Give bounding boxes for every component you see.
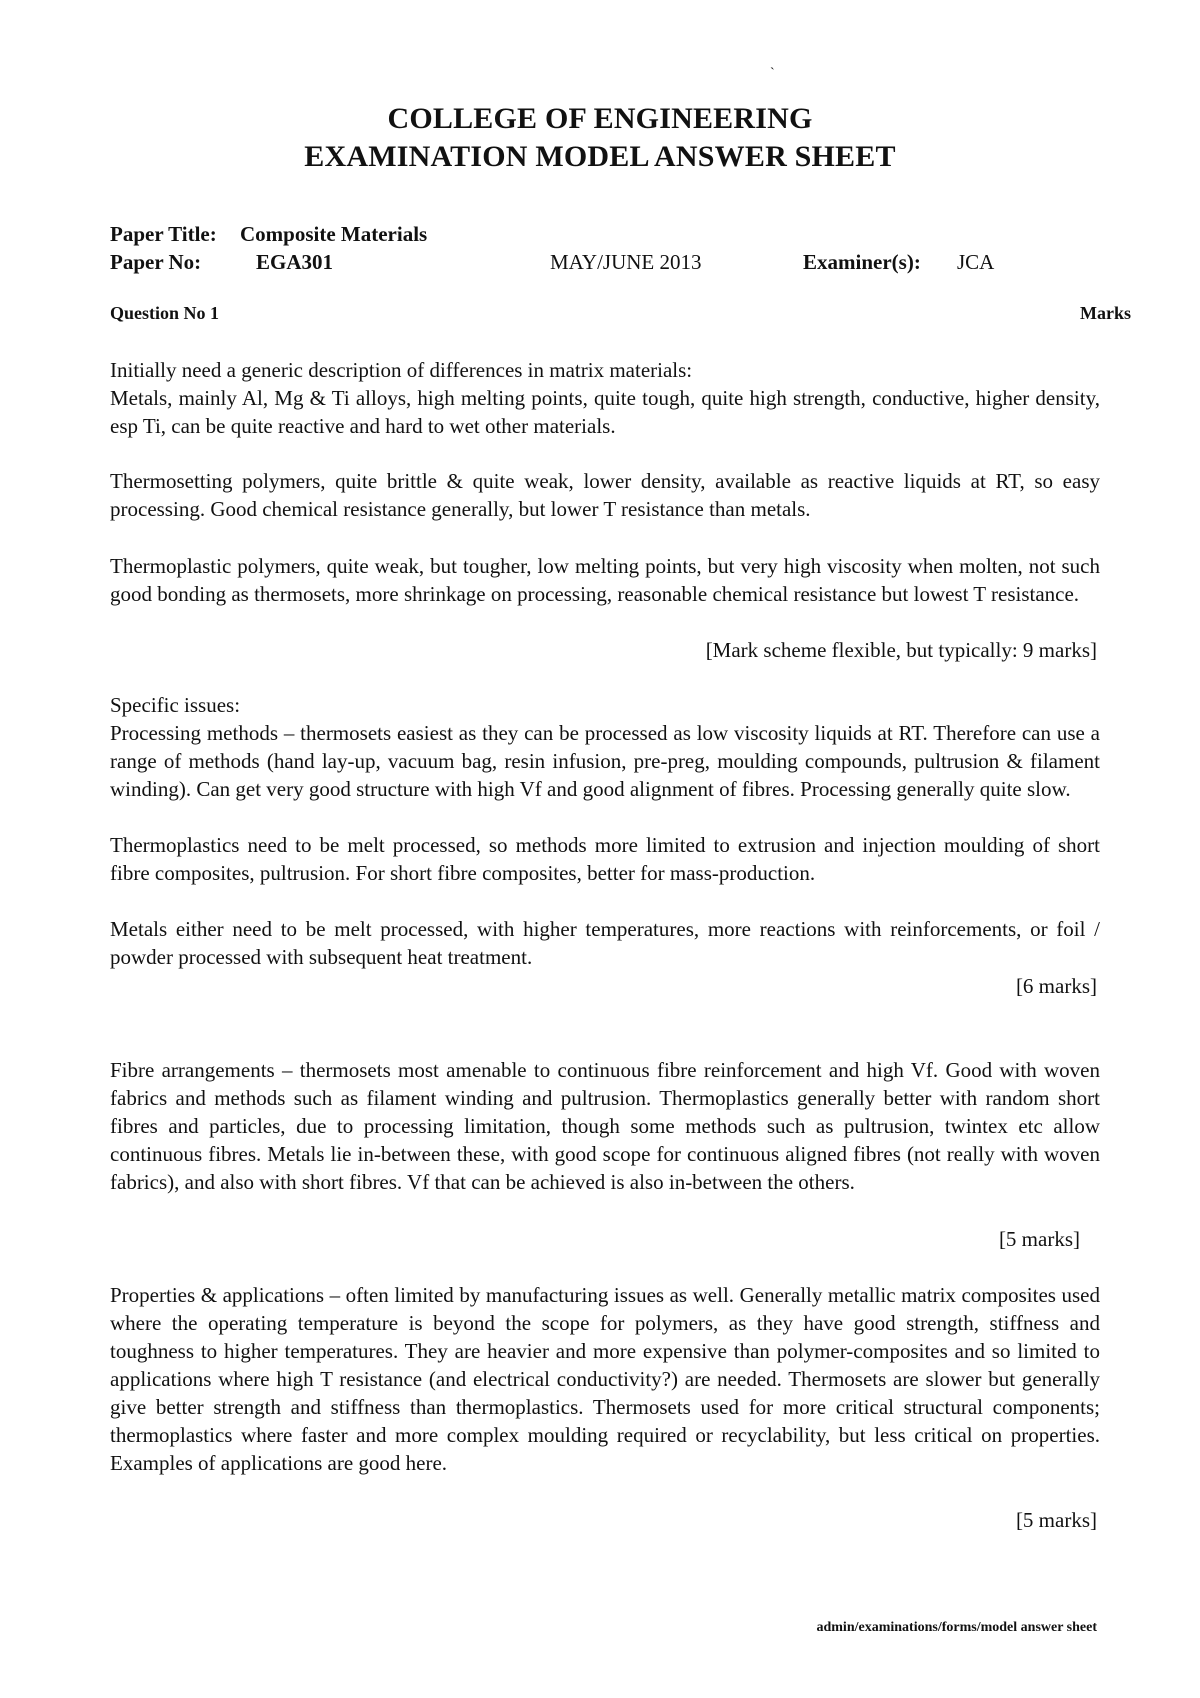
marks-column-heading: Marks — [1080, 303, 1131, 323]
thermoplastics-processing-paragraph: Thermoplastics need to be melt processed, so methods more limited to extrusion and injection moulding of short fibre composites, pultrusion. For short fibre composites, better for mass-production. — [110, 833, 1100, 885]
college-heading: COLLEGE OF ENGINEERING — [387, 102, 813, 135]
thermosets-paragraph: Thermosetting polymers, quite brittle & quite weak, lower density, available as reactive liquids at RT, so easy processing. Good chemical resistance generally, but lower T resistance than metals. — [110, 469, 1100, 521]
marks-award-1: [Mark scheme flexible, but typically: 9 marks] — [705, 638, 1097, 662]
paper-no-label: Paper No: — [110, 250, 202, 274]
examiner-value: JCA — [957, 250, 995, 274]
footer-path: admin/examinations/forms/model answer sheet — [816, 1620, 1097, 1635]
paper-title-label: Paper Title: — [110, 222, 217, 246]
processing-methods-paragraph: Processing methods – thermosets easiest as they can be processed as low viscosity liquids at RT. Therefore can use a range of methods (hand lay-up, vacuum bag, resin infusion, pre-preg, moulding compounds, pultrusion & filament winding). Can get very good structure with high Vf and good alignment of fibres. Processing generally quite slow. — [110, 721, 1100, 801]
metals-processing-paragraph: Metals either need to be melt processed, with higher temperatures, more reactions with reinforcements, or foil / powder processed with subsequent heat treatment. — [110, 917, 1100, 969]
fibre-arrangements-paragraph: Fibre arrangements – thermosets most amenable to continuous fibre reinforcement and high Vf. Good with woven fabrics and methods such as filament winding and pultrusion. Thermoplastics generally better with random short fibres and particles, due to processing limitation, though some methods such as pultrusion, twintex etc allow continuous fibres. Metals lie in-between these, with good scope for continuous aligned fibres (not really with woven fabrics), and also with short fibres. Vf that can be achieved is also in-between the others. — [110, 1058, 1100, 1194]
thermoplastics-paragraph: Thermoplastic polymers, quite weak, but tougher, low melting points, but very high viscosity when molten, not such good bonding as thermosets, more shrinkage on processing, reasonable chemical resistance but lowest T resistance. — [110, 554, 1100, 606]
properties-applications-paragraph: Properties & applications – often limited by manufacturing issues as well. Generally metallic matrix composites used where the operating temperature is beyond the scope for polymers, as they have good strength, stiffness and toughness to higher temperatures. They are heavier and more expensive than polymer-composites and so limited to applications where high T resistance (and electrical conductivity?) are needed. Thermosets are slower but generally give better strength and stiffness than thermoplastics. Thermosets used for more critical structural components; thermoplastics where faster and more complex moulding required or recyclability, but less critical on properties. Examples of applications are good here. — [110, 1283, 1100, 1475]
marks-award-2: [6 marks] — [1015, 974, 1097, 998]
stray-mark: ` — [770, 66, 775, 81]
examiner-label: Examiner(s): — [803, 250, 921, 274]
question-number: Question No 1 — [110, 303, 220, 323]
specific-issues-heading: Specific issues: — [110, 693, 241, 717]
paper-title-value: Composite Materials — [240, 222, 428, 246]
marks-award-3: [5 marks] — [998, 1227, 1080, 1251]
intro-line: Initially need a generic description of differences in matrix materials: — [110, 358, 693, 382]
paper-no-value: EGA301 — [256, 250, 334, 274]
sheet-heading: EXAMINATION MODEL ANSWER SHEET — [304, 140, 896, 173]
marks-award-4: [5 marks] — [1015, 1508, 1097, 1532]
exam-session: MAY/JUNE 2013 — [550, 250, 702, 274]
metals-paragraph: Metals, mainly Al, Mg & Ti alloys, high melting points, quite tough, quite high strength, conductive, higher density, esp Ti, can be quite reactive and hard to wet other materials. — [110, 386, 1100, 438]
